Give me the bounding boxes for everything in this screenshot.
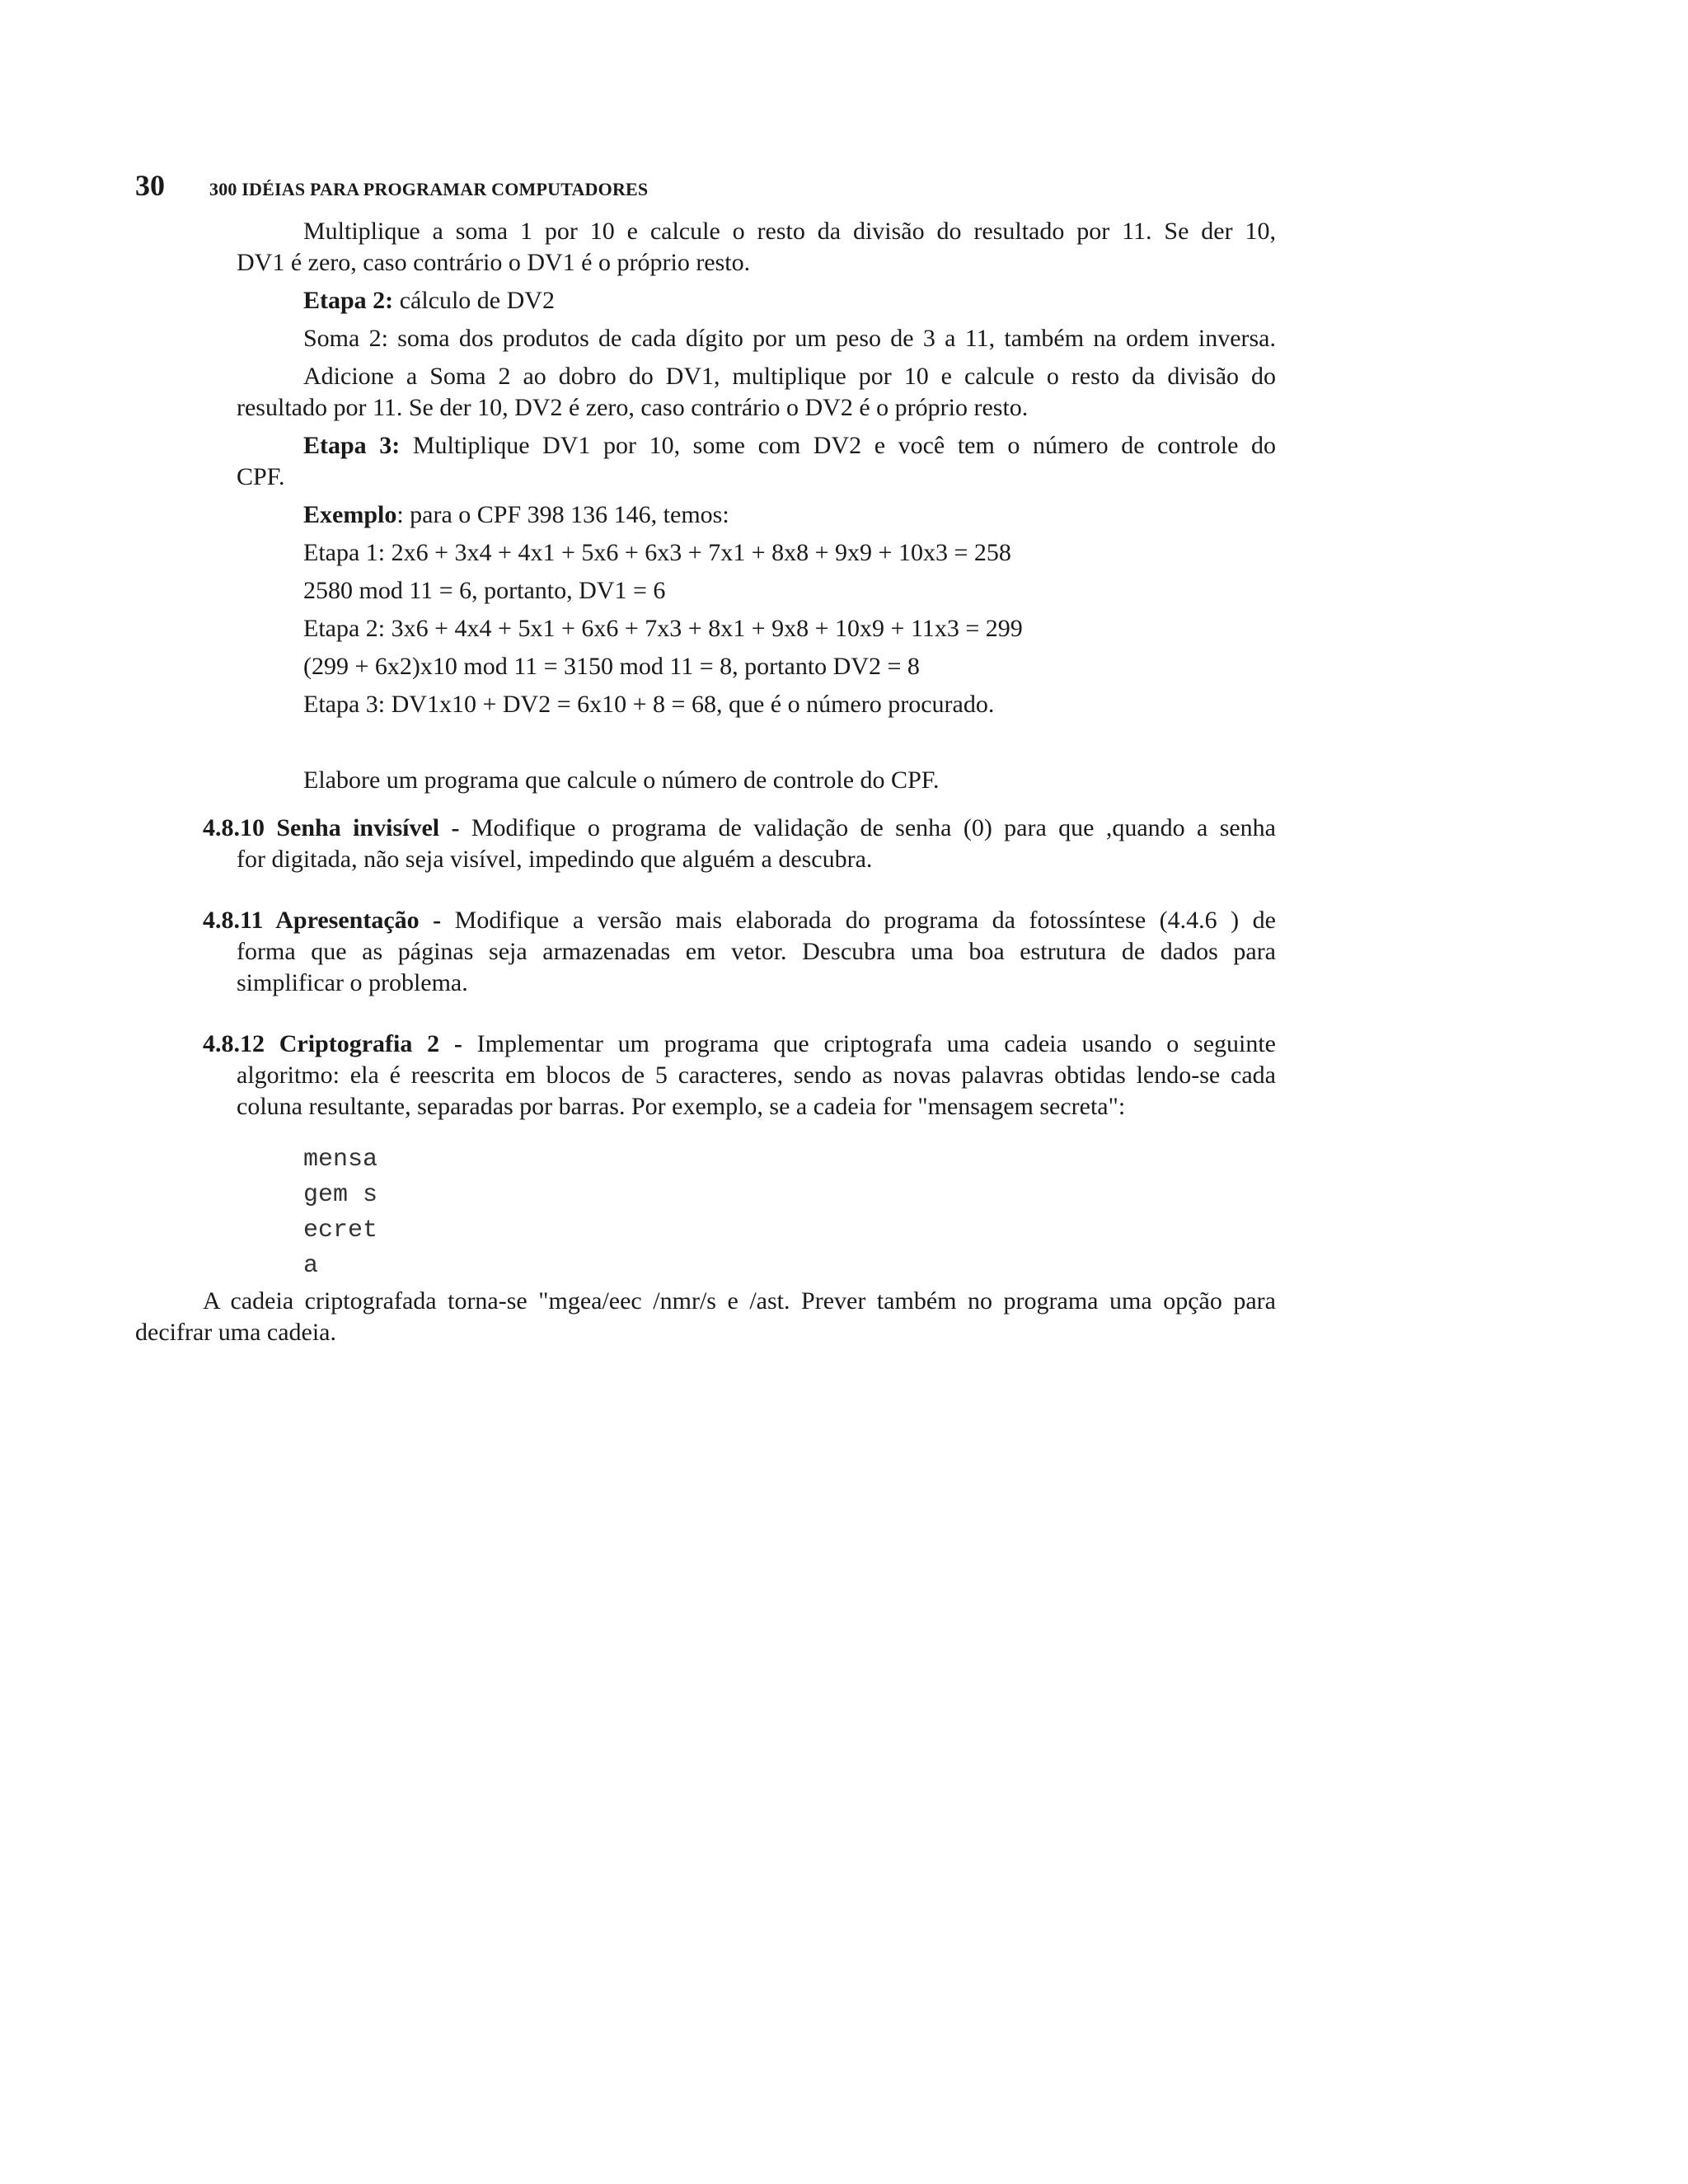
section-title: Apresentação - — [263, 907, 442, 934]
section-line: simplificar o problema. — [237, 969, 468, 996]
calculation-line: Etapa 2: 3x6 + 4x4 + 5x1 + 6x6 + 7x3 + 8x1 + 9x8 + 10x9 + 11x3 = 299 — [303, 615, 1023, 642]
section-line: forma que as páginas seja armazenadas em vetor. Descubra uma boa estrutura de dados para — [237, 938, 1276, 965]
calculation-line: Etapa 3: DV1x10 + DV2 = 6x10 + 8 = 68, que é o número procurado. — [303, 691, 995, 718]
etapa2-label: Etapa 2: — [303, 287, 394, 314]
paragraph-line: Adicione a Soma 2 ao dobro do DV1, multiplique por 10 e calcule o resto da divisão do — [303, 363, 1276, 390]
etapa2-text: cálculo de DV2 — [393, 287, 555, 314]
paragraph-line: Multiplique a soma 1 por 10 e calcule o resto da divisão do resultado por 11. Se der 10, — [303, 218, 1276, 245]
section-line: algoritmo: ela é reescrita em blocos de 5 caracteres, sendo as novas palavras obtidas lendo-se cada — [237, 1062, 1276, 1089]
code-line: mensa — [303, 1146, 378, 1174]
elabore-line: Elabore um programa que calcule o número de controle do CPF. — [303, 766, 940, 794]
calculation-line: (299 + 6x2)x10 mod 11 = 3150 mod 11 = 8, portanto DV2 = 8 — [303, 653, 920, 680]
calculation-line: 2580 mod 11 = 6, portanto, DV1 = 6 — [303, 577, 666, 604]
exemplo-text: : para o CPF 398 136 146, temos: — [396, 501, 729, 528]
page-header — [135, 168, 648, 203]
paragraph-line: DV1 é zero, caso contrário o DV1 é o próprio resto. — [237, 249, 751, 276]
etapa3-text: Multiplique DV1 por 10, some com DV2 e você tem o número de controle do — [400, 432, 1276, 459]
code-line: gem s — [303, 1181, 378, 1209]
section-number: 4.8.10 — [203, 814, 265, 841]
code-line: a — [303, 1252, 319, 1280]
etapa2-line — [303, 285, 555, 316]
page-number: 30 — [135, 169, 165, 202]
section-number: 4.8.11 — [203, 907, 264, 934]
section-text: Modifique a versão mais elaborada do programa da fotossíntese (4.4.6 ) de — [441, 907, 1276, 934]
section-line: coluna resultante, separadas por barras. Por exemplo, se a cadeia for "mensagem secreta": — [237, 1093, 1126, 1120]
code-line: ecret — [303, 1216, 378, 1244]
section-heading-line — [203, 1029, 1276, 1060]
paragraph-line: resultado por 11. Se der 10, DV2 é zero, caso contrário o DV2 é o próprio resto. — [237, 394, 1029, 421]
section-line: for digitada, não seja visível, impedindo que alguém a descubra. — [237, 846, 873, 873]
etapa3-line — [303, 430, 1276, 462]
section-title: Criptografia 2 - — [265, 1030, 462, 1057]
paragraph-line: CPF. — [237, 463, 285, 490]
section-text: Implementar um programa que criptografa uma cadeia usando o seguinte — [462, 1030, 1277, 1057]
closing-line: decifrar uma cadeia. — [135, 1319, 336, 1346]
soma2-line: Soma 2: soma dos produtos de cada dígito por um peso de 3 a 11, também na ordem inversa. — [303, 325, 1276, 352]
calculation-line: Etapa 1: 2x6 + 3x4 + 4x1 + 5x6 + 6x3 + 7x1 + 8x8 + 9x9 + 10x3 = 258 — [303, 539, 1011, 566]
section-title: Senha invisível - — [265, 814, 460, 841]
section-heading-line — [203, 813, 1276, 844]
exemplo-label: Exemplo — [303, 501, 397, 528]
exemplo-line — [303, 499, 729, 531]
running-title: 300 IDÉIAS PARA PROGRAMAR COMPUTADORES — [209, 179, 649, 199]
section-text: Modifique o programa de validação de senha (0) para que ,quando a senha — [459, 814, 1276, 841]
etapa3-label: Etapa 3: — [303, 432, 401, 459]
section-number: 4.8.12 — [203, 1030, 265, 1057]
closing-line: A cadeia criptografada torna-se "mgea/eec /nmr/s e /ast. Prever também no programa uma opção para — [203, 1287, 1276, 1315]
section-heading-line — [203, 905, 1276, 936]
